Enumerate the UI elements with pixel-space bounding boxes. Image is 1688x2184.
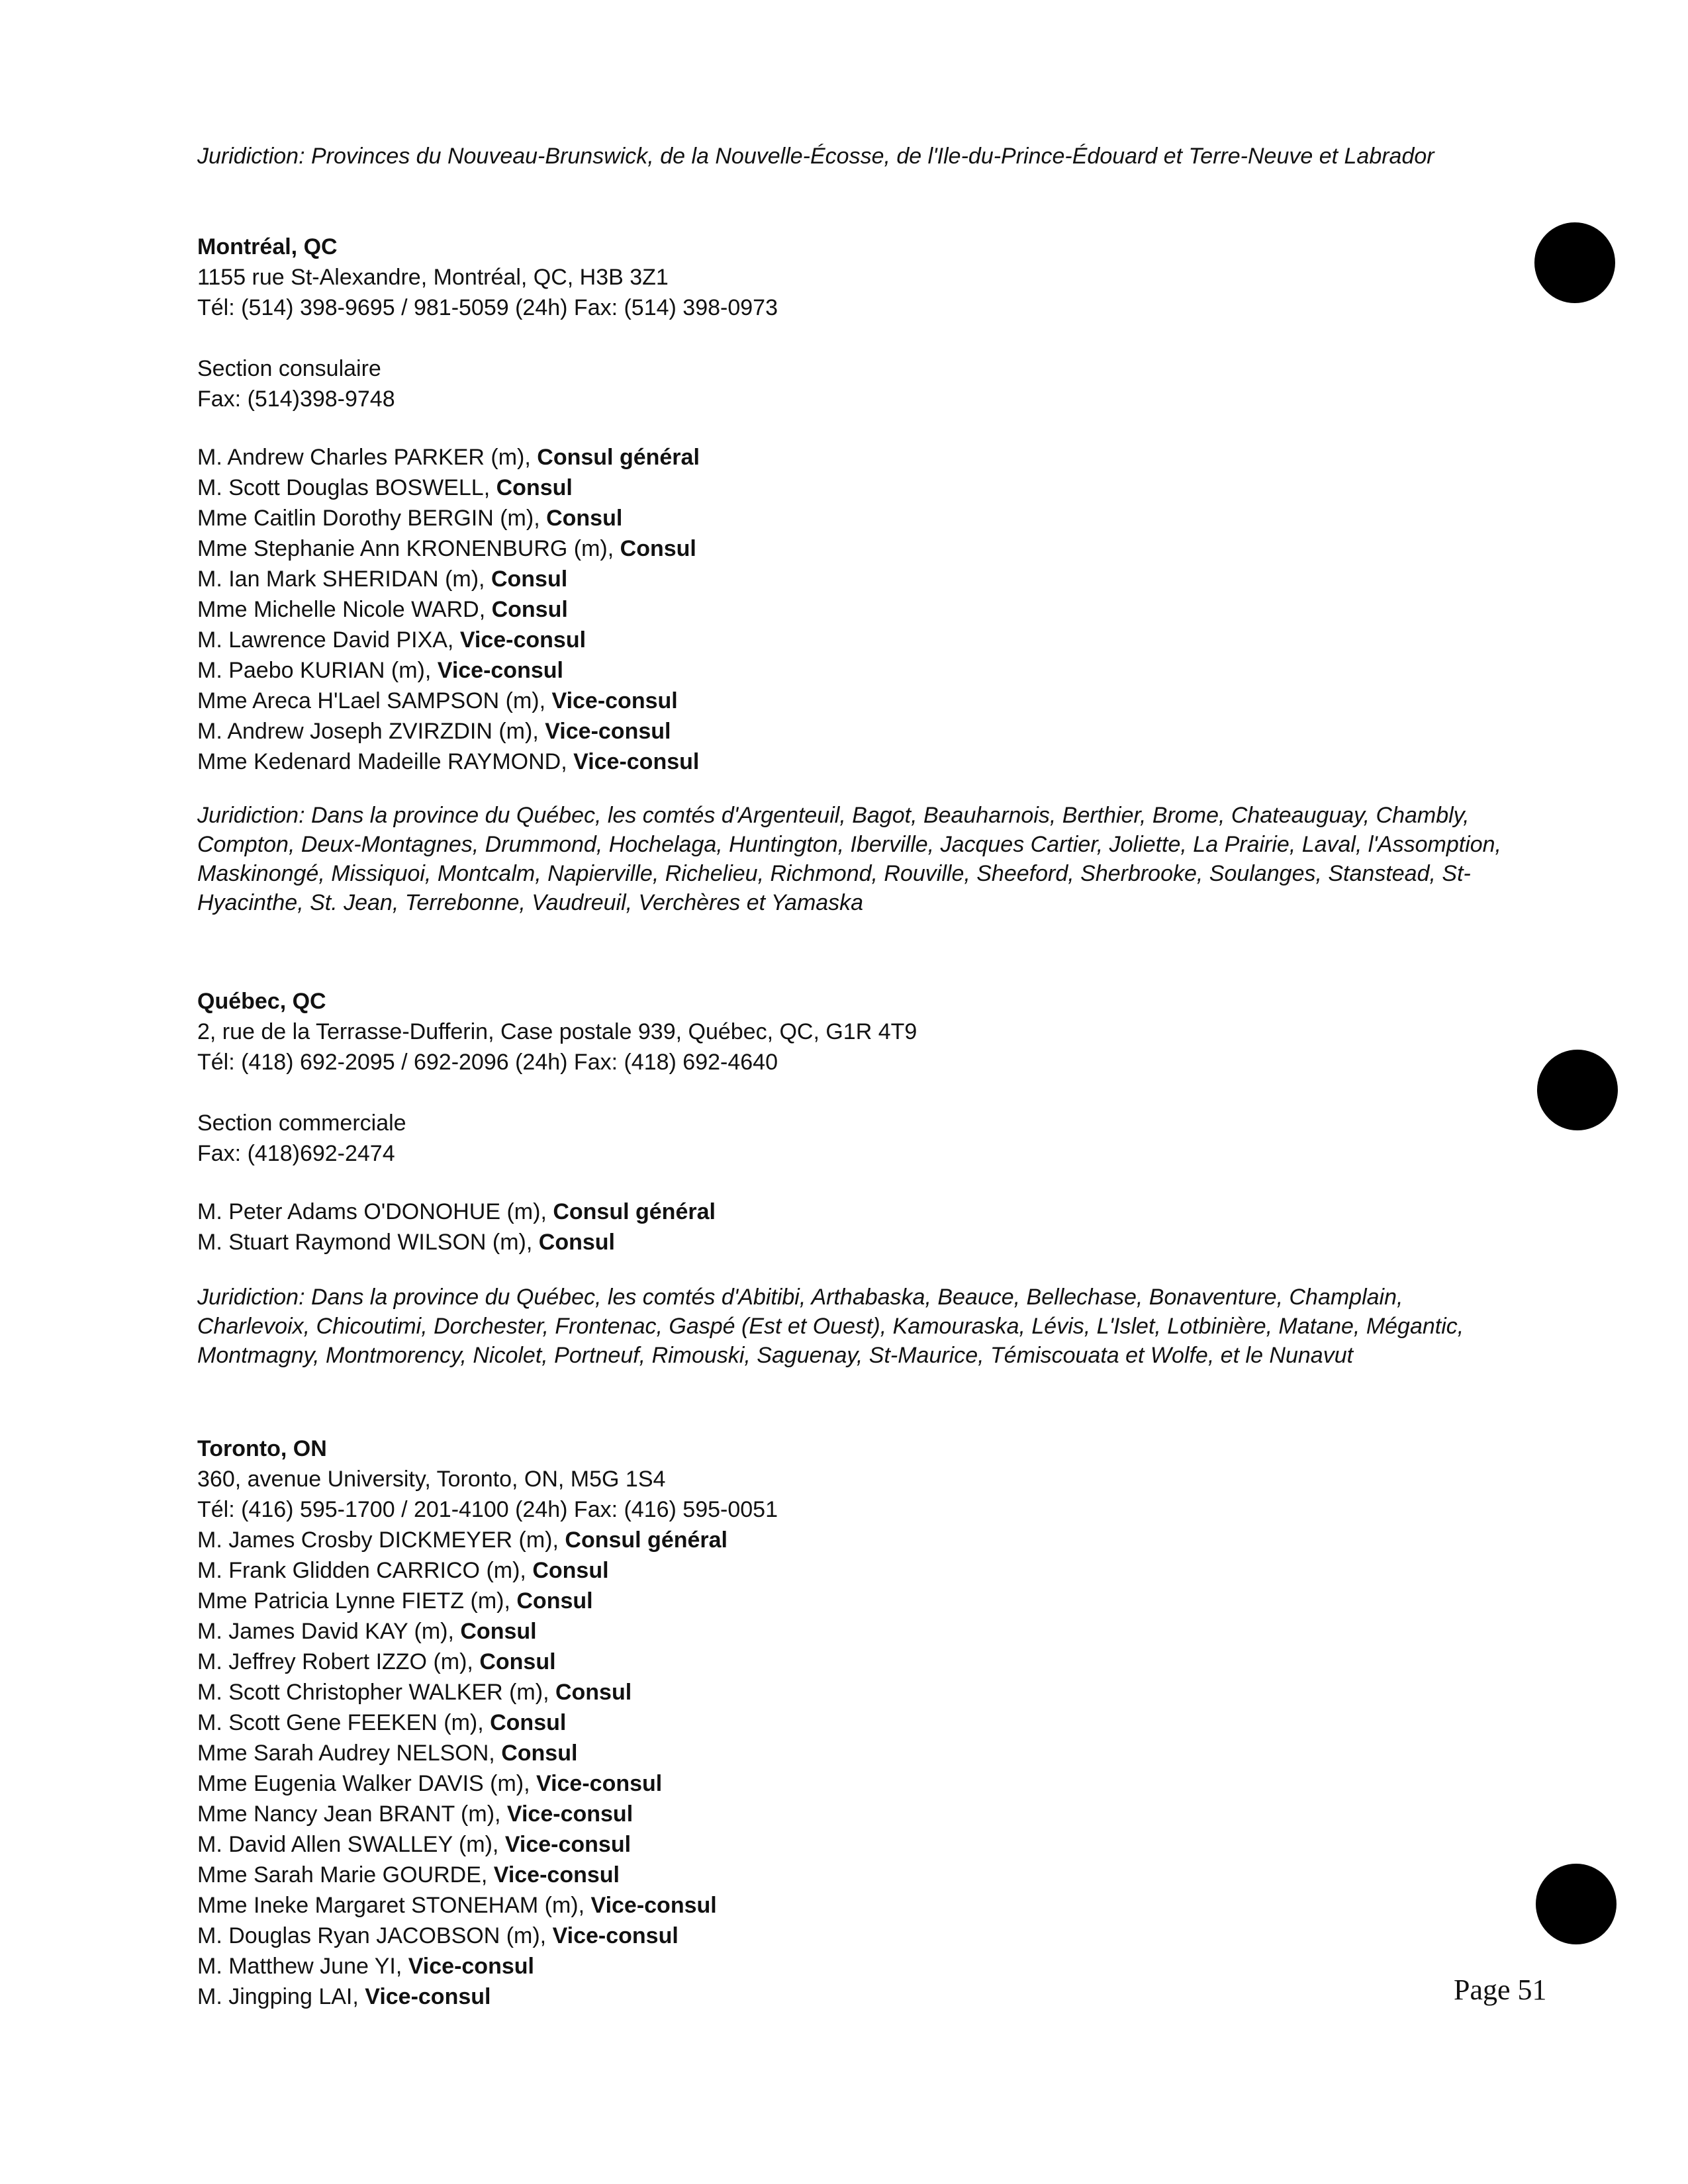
staff-role: Vice-consul: [545, 719, 671, 744]
staff-name: M. Scott Gene FEEKEN (m),: [197, 1710, 491, 1735]
staff-row: [197, 1799, 1515, 1829]
staff-row: [197, 1677, 1515, 1707]
staff-role: Vice-consul: [590, 1893, 717, 1918]
staff-name: M. Douglas Ryan JACOBSON (m),: [197, 1923, 553, 1948]
staff-row: [197, 655, 1515, 686]
staff-name: M. Scott Christopher WALKER (m),: [197, 1680, 555, 1705]
montreal-section-title: Section consulaire: [197, 356, 381, 381]
page-number: Page 51: [1454, 1974, 1547, 2006]
staff-name: M. Lawrence David PIXA,: [197, 627, 460, 653]
staff-role: Vice-consul: [408, 1954, 534, 1979]
staff-role: Consul: [546, 506, 623, 531]
staff-name: Mme Nancy Jean BRANT (m),: [197, 1801, 507, 1827]
staff-role: Vice-consul: [573, 749, 700, 774]
staff-name: M. Paebo KURIAN (m),: [197, 658, 438, 683]
staff-role: Consul: [516, 1588, 593, 1614]
staff-name: Mme Patricia Lynne FIETZ (m),: [197, 1588, 517, 1614]
staff-role: Consul: [491, 567, 568, 592]
quebec-city-heading: Québec, QC: [197, 989, 326, 1014]
staff-name: Mme Eugenia Walker DAVIS (m),: [197, 1771, 537, 1796]
staff-role: Vice-consul: [536, 1771, 663, 1796]
quebec-section-title: Section commerciale: [197, 1111, 406, 1136]
staff-role: Vice-consul: [493, 1862, 620, 1888]
staff-role: Consul général: [537, 445, 700, 470]
staff-row: [197, 1555, 1515, 1586]
staff-role: Consul: [479, 1649, 556, 1674]
staff-name: Mme Areca H'Lael SAMPSON (m),: [197, 688, 552, 713]
toronto-city-heading: Toronto, ON: [197, 1436, 327, 1461]
toronto-phone: Tél: (416) 595-1700 / 201-4100 (24h) Fax: (416) 595-0051: [197, 1497, 778, 1522]
quebec-phone: Tél: (418) 692-2095 / 692-2096 (24h) Fax: (418) 692-4640: [197, 1050, 778, 1075]
montreal-phone: Tél: (514) 398-9695 / 981-5059 (24h) Fax: (514) 398-0973: [197, 295, 778, 320]
staff-row: [197, 1586, 1515, 1616]
staff-role: Vice-consul: [551, 688, 678, 713]
juridiction-atlantic: Juridiction: Provinces du Nouveau-Brunswick, de la Nouvelle-Écosse, de l'Ile-du-Prince-Édouard et Terre-Neuve et Labrador: [197, 144, 1434, 169]
staff-row: [197, 625, 1515, 655]
staff-role: Consul général: [553, 1199, 716, 1224]
quebec-section: [197, 986, 1515, 1257]
staff-row: [197, 1860, 1515, 1890]
staff-row: [197, 1616, 1515, 1647]
staff-role: Consul: [538, 1230, 615, 1255]
montreal-section: [197, 232, 1515, 777]
staff-name: M. Andrew Joseph ZVIRZDIN (m),: [197, 719, 545, 744]
staff-name: Mme Stephanie Ann KRONENBURG (m),: [197, 536, 620, 561]
quebec-section-fax: Fax: (418)692-2474: [197, 1141, 395, 1166]
staff-name: Mme Michelle Nicole WARD,: [197, 597, 492, 622]
punch-hole: [1536, 1864, 1617, 1944]
staff-name: Mme Kedenard Madeille RAYMOND,: [197, 749, 574, 774]
quebec-staff-list: [197, 1197, 1515, 1257]
staff-name: M. James David KAY (m),: [197, 1619, 461, 1644]
montreal-address: 1155 rue St-Alexandre, Montréal, QC, H3B 3Z1: [197, 265, 669, 290]
staff-row: [197, 1921, 1515, 1951]
staff-row: [197, 473, 1515, 503]
staff-role: Consul: [555, 1680, 632, 1705]
staff-row: [197, 1951, 1515, 1981]
punch-hole: [1534, 222, 1615, 303]
staff-name: M. Stuart Raymond WILSON (m),: [197, 1230, 539, 1255]
staff-row: [197, 716, 1515, 747]
staff-row: [197, 1227, 1515, 1257]
staff-name: M. Peter Adams O'DONOHUE (m),: [197, 1199, 553, 1224]
staff-row: [197, 1647, 1515, 1677]
juridiction-quebec: Juridiction: Dans la province du Québec, les comtés d'Abitibi, Arthabaska, Beauce, Bellechase, Bonaventure, Champlain, Charlevoix, Chicoutimi, Dorchester, Frontenac, Gaspé (Est et Ouest), Kamouraska, Lévis, L'Islet, Lotbinière, Matane, Mégantic, Montmagny, Montmorency, Nicolet, Portneuf, Rimouski, Saguenay, St-Maurice, Témiscouata et Wolfe, et le Nunavut: [197, 1285, 1464, 1368]
staff-role: Vice-consul: [437, 658, 563, 683]
staff-role: Consul: [490, 1710, 567, 1735]
staff-row: [197, 1197, 1515, 1227]
montreal-staff-list: [197, 442, 1515, 777]
staff-row: [197, 1768, 1515, 1799]
staff-name: M. Frank Glidden CARRICO (m),: [197, 1558, 533, 1583]
montreal-city-heading: Montréal, QC: [197, 234, 338, 259]
staff-row: [197, 1829, 1515, 1860]
quebec-address: 2, rue de la Terrasse-Dufferin, Case postale 939, Québec, QC, G1R 4T9: [197, 1019, 917, 1044]
toronto-staff-list: [197, 1525, 1515, 2012]
staff-name: M. David Allen SWALLEY (m),: [197, 1832, 505, 1857]
punch-hole: [1537, 1050, 1618, 1130]
staff-row: [197, 1707, 1515, 1738]
staff-role: Consul: [620, 536, 696, 561]
staff-role: Vice-consul: [504, 1832, 632, 1857]
staff-role: Consul général: [565, 1527, 727, 1553]
staff-role: Vice-consul: [552, 1923, 679, 1948]
staff-name: M. Jeffrey Robert IZZO (m),: [197, 1649, 480, 1674]
juridiction-montreal: Juridiction: Dans la province du Québec, les comtés d'Argenteuil, Bagot, Beauharnois, Berthier, Brome, Chateauguay, Chambly, Compton, Deux-Montagnes, Drummond, Hochelaga, Huntington, Iberville, Jacques Cartier, Joliette, La Prairie, Laval, l'Assomption, Maskinongé, Missiquoi, Montcalm, Napierville, Richelieu, Richmond, Rouville, Sheeford, Sherbrooke, Soulanges, Stanstead, St-Hyacinthe, St. Jean, Terrebonne, Vaudreuil, Verchères et Yamaska: [197, 803, 1502, 915]
staff-row: [197, 1738, 1515, 1768]
staff-name: M. Scott Douglas BOSWELL,: [197, 475, 496, 500]
staff-row: [197, 1525, 1515, 1555]
staff-role: Vice-consul: [365, 1984, 491, 2009]
toronto-section: [197, 1433, 1515, 2012]
staff-name: M. James Crosby DICKMEYER (m),: [197, 1527, 565, 1553]
staff-row: [197, 564, 1515, 594]
staff-role: Consul: [496, 475, 573, 500]
staff-row: [197, 686, 1515, 716]
staff-name: Mme Ineke Margaret STONEHAM (m),: [197, 1893, 591, 1918]
staff-row: [197, 442, 1515, 473]
staff-row: [197, 1981, 1515, 2012]
staff-name: Mme Caitlin Dorothy BERGIN (m),: [197, 506, 547, 531]
staff-name: M. Jingping LAI,: [197, 1984, 365, 2009]
staff-name: Mme Sarah Audrey NELSON,: [197, 1741, 502, 1766]
staff-row: [197, 594, 1515, 625]
staff-row: [197, 533, 1515, 564]
staff-name: Mme Sarah Marie GOURDE,: [197, 1862, 494, 1888]
staff-name: M. Matthew June YI,: [197, 1954, 408, 1979]
staff-role: Consul: [491, 597, 568, 622]
staff-row: [197, 1890, 1515, 1921]
staff-role: Consul: [460, 1619, 537, 1644]
staff-role: Consul: [532, 1558, 609, 1583]
toronto-address: 360, avenue University, Toronto, ON, M5G 1S4: [197, 1467, 666, 1492]
staff-name: M. Andrew Charles PARKER (m),: [197, 445, 538, 470]
staff-role: Consul: [501, 1741, 578, 1766]
staff-row: [197, 503, 1515, 533]
staff-row: [197, 747, 1515, 777]
staff-name: M. Ian Mark SHERIDAN (m),: [197, 567, 491, 592]
staff-role: Vice-consul: [506, 1801, 633, 1827]
staff-role: Vice-consul: [459, 627, 586, 653]
montreal-section-fax: Fax: (514)398-9748: [197, 387, 395, 412]
